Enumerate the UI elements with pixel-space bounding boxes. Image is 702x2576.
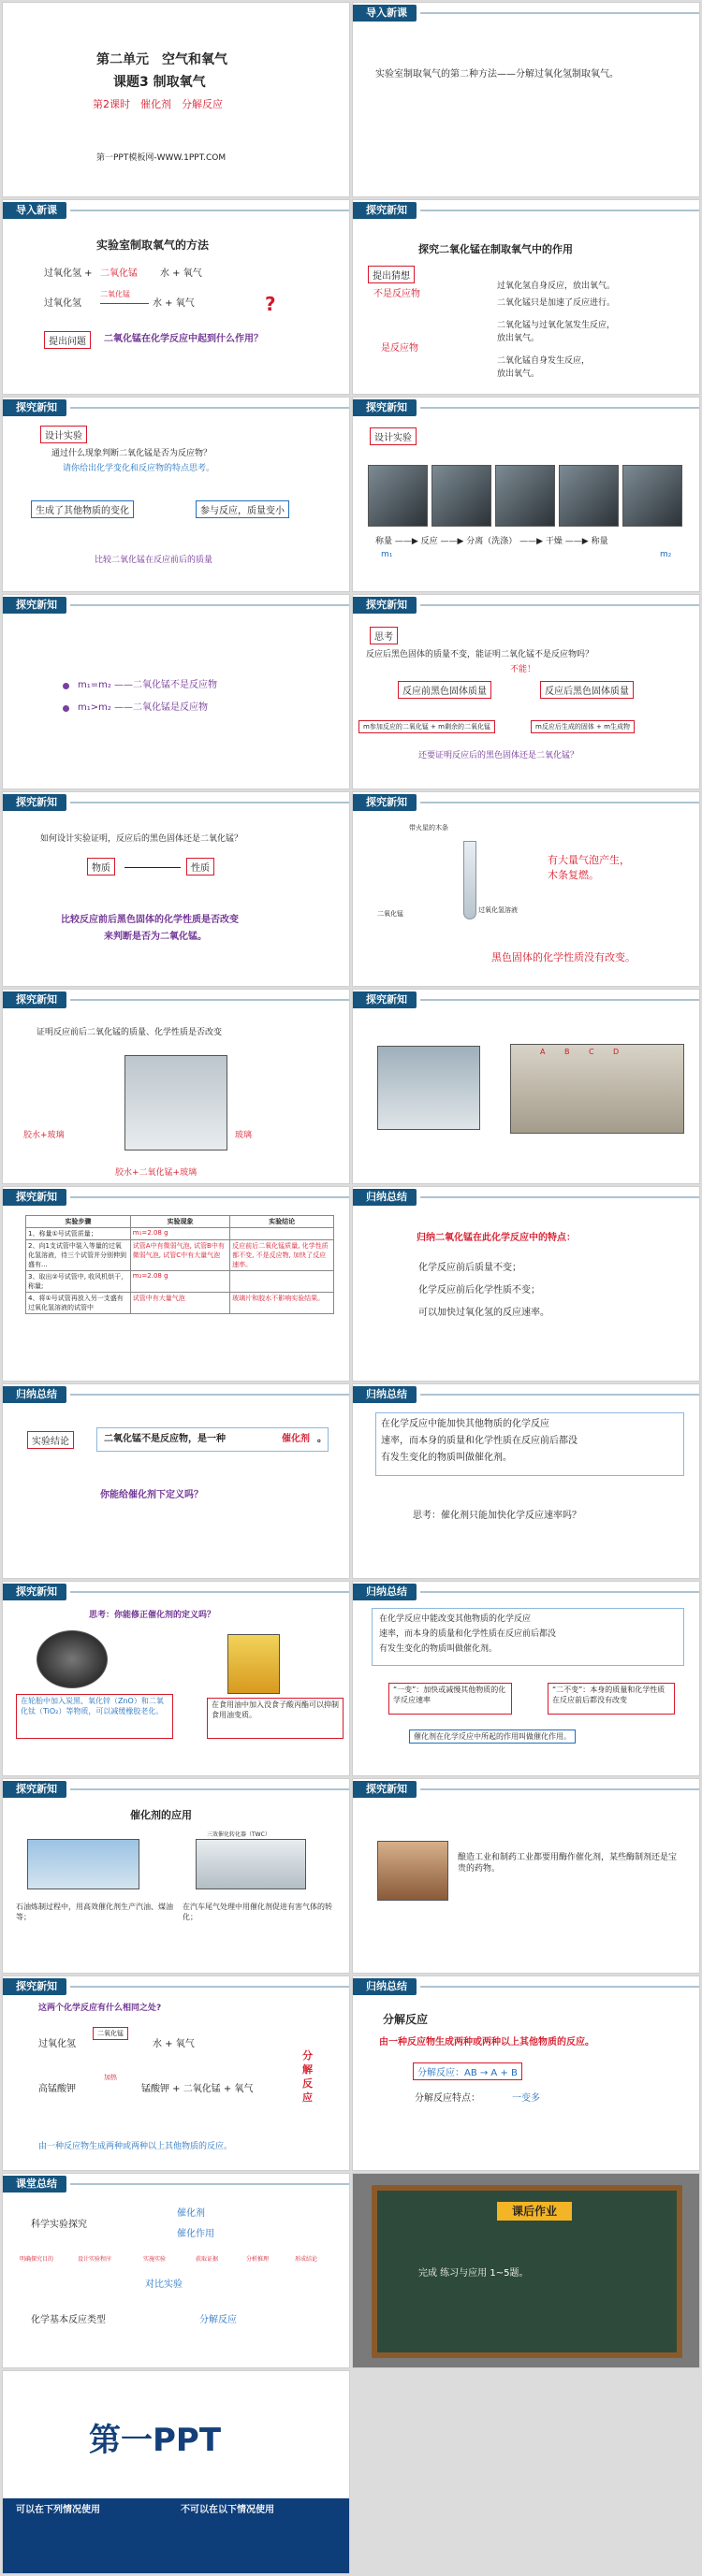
think-label: 思考 (370, 627, 398, 644)
deny-heading: 不可以在以下情况使用 (181, 2505, 274, 2515)
arrow (124, 867, 181, 868)
slide-8[interactable] (352, 594, 700, 789)
compare-text: 比较二氧化锰在反应前后的质量 (95, 556, 213, 565)
tube-a: A (540, 1048, 546, 1056)
header-bar (353, 792, 699, 813)
header-title: 探究新知 (353, 794, 417, 811)
definition-line-2: 速率，而本身的质量和化学性质在反应前后都没 (379, 1629, 557, 1639)
table-row (26, 1293, 334, 1314)
header-title: 探究新知 (3, 597, 66, 614)
still-need-proof: 还要证明反应后的黑色固体还是二氧化锰？ (418, 751, 579, 760)
stick-label: 带火星的木条 (409, 824, 448, 832)
header-title: 探究新知 (3, 1978, 66, 1995)
header-title: 探究新知 (353, 991, 417, 1008)
slide-18[interactable] (352, 1581, 700, 1776)
experiment-table (25, 1215, 334, 1314)
table-cell: 反应前后二氧化锰质量, 化学性质都不变, 不是反应物, 加快了反应速率。 (230, 1240, 334, 1271)
feature-2: 化学反应前后化学性质不变； (418, 1285, 540, 1295)
header-bar (353, 1187, 699, 1208)
table-row (26, 1240, 334, 1271)
flow-1: 明确探究目的 (20, 2256, 54, 2263)
definition-line-3: 有发生变化的物质叫做催化剂。 (379, 1644, 498, 1654)
table-cell (230, 1271, 334, 1293)
header-bar (3, 1976, 349, 1997)
header-bar (3, 792, 349, 813)
slide-24[interactable] (352, 2173, 700, 2368)
converter-image (196, 1839, 306, 1889)
feature-1: 化学反应前后质量不变； (418, 1263, 521, 1273)
header-title: 探究新知 (3, 399, 66, 416)
header-title: 归纳总结 (353, 1584, 417, 1600)
reaction-arrow (100, 303, 149, 304)
slide-3[interactable] (2, 199, 350, 395)
header-bar (353, 990, 699, 1010)
slide-22[interactable] (352, 1975, 700, 2171)
mass-m2: m₂ (660, 550, 672, 559)
header-bar (3, 200, 349, 221)
refinery-image (27, 1839, 139, 1889)
tube-b: B (564, 1048, 570, 1056)
compare-property: 比较反应前后黑色固体的化学性质是否改变 (61, 915, 239, 925)
catalyst-node: 催化剂 (177, 2208, 205, 2219)
footer-bar (3, 2498, 349, 2573)
topic-title: 课题3 制取氧气 (113, 75, 206, 90)
test-tube (463, 841, 476, 919)
table-cell: 试管A中有微弱气泡, 试管B中有微弱气泡, 试管C中有大量气泡 (130, 1240, 229, 1271)
header-bar (353, 398, 699, 418)
tubes-photo (510, 1044, 684, 1134)
feature-value: 一变多 (512, 2093, 540, 2104)
definition-line-1: 在化学反应中能加快其他物质的化学反应 (381, 1419, 549, 1429)
header-title: 探究新知 (353, 399, 417, 416)
mno2-label: 二氧化锰 (93, 2027, 128, 2040)
explore-title: 探究二氧化锰在制取氧气中的作用 (418, 243, 573, 255)
h2o2: 过氧化氢 (38, 2039, 76, 2049)
flow-5: 分析推理 (246, 2256, 270, 2263)
mass-before-split: m参加反应的二氧化锰 + m剩余的二氧化锰 (358, 720, 495, 733)
decomposition-definition: 由一种反应物生成两种或两种以上其他物质的反应。 (38, 2142, 233, 2151)
footer-site: 第一PPT模板网-WWW.1PPT.COM (96, 153, 227, 163)
guess-4b: 放出氧气。 (497, 369, 540, 379)
header-bar (3, 2174, 349, 2194)
mass-after-box: 反应后黑色固体质量 (540, 681, 634, 699)
header-title: 探究新知 (3, 991, 66, 1008)
is-reactant: 是反应物 (381, 343, 418, 354)
table-header: 实验步骤 (26, 1216, 131, 1228)
decomposition-title: 分解反应 (383, 2013, 429, 2026)
science-inquiry: 科学实验探究 (31, 2220, 87, 2230)
change-box: 生成了其他物质的变化 (31, 500, 134, 518)
conclusion-label: 实验结论 (27, 1431, 74, 1449)
reaction-1-right: 水 + 氧气 (160, 268, 202, 279)
glass: 玻璃 (235, 1131, 253, 1140)
table-row (26, 1271, 334, 1293)
slide-16[interactable] (352, 1383, 700, 1579)
equal-mass: m₁=m₂ ——二氧化锰不是反应物 (78, 680, 218, 690)
design-label: 设计实验 (370, 427, 417, 445)
mass-box: 参与反应，质量变小 (196, 500, 289, 518)
table-cell: 2、向1支试管中装入等量的过氧化氢溶液，待三个试管并分别伸到盛有... (26, 1240, 131, 1271)
filter-photo (495, 465, 555, 527)
tube-d: D (613, 1048, 620, 1056)
bubble-observation: 有大量气泡产生， (548, 854, 630, 866)
header-title: 探究新知 (3, 794, 66, 811)
h2o2-label: 过氧化氢溶液 (478, 906, 518, 914)
design-question: 如何设计实验证明，反应后的黑色固体还是二氧化锰？ (40, 834, 243, 844)
feature-title: 归纳二氧化锰在此化学反应中的特点： (417, 1233, 576, 1243)
period: 。 (317, 1434, 327, 1444)
intro-text: 实验室制取氧气的第二种方法——分解过氧化氢制取氧气。 (375, 69, 619, 80)
bullet-icon (63, 683, 69, 689)
glue-glass: 胶水+玻璃 (23, 1131, 65, 1140)
header-bar (3, 1779, 349, 1800)
guess-1: 过氧化氢自身反应，放出氧气。 (497, 282, 616, 291)
guess-3: 二氧化锰与过氧化氢发生反应， (497, 321, 616, 330)
dry-photo (559, 465, 619, 527)
definition-line-2: 速率，而本身的质量和化学性质在反应前后都没 (381, 1436, 578, 1446)
converter-caption: 在汽车尾气处理中用催化剂促进有害气体的转化； (183, 1903, 332, 1921)
tube-c: C (589, 1048, 594, 1056)
header-bar (3, 398, 349, 418)
flow-6: 形成结论 (295, 2256, 318, 2263)
slide-15[interactable] (2, 1383, 350, 1579)
table-cell (230, 1228, 334, 1240)
table-cell: 4、将①号试管再放入另一支盛有过氧化氢溶液的试管中 (26, 1293, 131, 1314)
think-question: 反应后黑色固体的质量不变，能证明二氧化锰不是反应物吗？ (366, 650, 594, 659)
table-cell: 3、取出②号试管中, 收风机烘干，称量; (26, 1271, 131, 1293)
header-title: 探究新知 (3, 1781, 66, 1798)
relight-observation: 木条复燃。 (548, 869, 599, 881)
header-bar (3, 1384, 349, 1405)
design-question: 通过什么现象判断二氧化锰是否为反应物？ (51, 449, 212, 458)
property-unchanged: 黑色固体的化学性质没有改变。 (491, 951, 636, 963)
table-header: 实验现象 (130, 1216, 229, 1228)
heat-label: 加热 (104, 2074, 117, 2081)
slide-4[interactable] (352, 199, 700, 395)
header-bar (3, 990, 349, 1010)
revise-question: 思考：你能修正催化剂的定义吗？ (89, 1611, 216, 1620)
control-experiment: 对比实验 (145, 2279, 183, 2290)
one-change-box: “一变”：加快或减慢其他物质的化学反应速率 (388, 1683, 512, 1715)
slide-20[interactable] (352, 1778, 700, 1974)
enzyme-text: 酿造工业和制药工业都要用酶作催化剂，某些酶制剂还是宝贵的药物。 (458, 1853, 678, 1874)
definition-line-3: 有发生变化的物质叫做催化剂。 (381, 1453, 512, 1463)
table-cell: 1、称量①号试管质量； (26, 1228, 131, 1240)
slide-14[interactable] (352, 1186, 700, 1382)
balance-photo-2 (622, 465, 682, 527)
lesson-subtitle: 第2课时 催化剂 分解反应 (93, 98, 223, 110)
two-unchanged-box: “二不变”：本身的质量和化学性质在反应前后都没有改变 (548, 1683, 675, 1715)
slide-2[interactable] (352, 2, 700, 197)
similarity-question: 这两个化学反应有什么相同之处? (38, 2004, 162, 2013)
judge-text: 来判断是否为二氧化锰。 (104, 932, 207, 942)
flow-3: 实施实验 (143, 2256, 167, 2263)
design-label: 设计实验 (40, 426, 87, 443)
mno2-label: 二氧化锰 (377, 910, 403, 918)
slide-19[interactable] (2, 1778, 350, 1974)
sample-photo (124, 1055, 227, 1151)
slide-23[interactable] (2, 2173, 350, 2368)
table-header: 实验结论 (230, 1216, 334, 1228)
allow-heading: 可以在下列情况使用 (16, 2505, 100, 2515)
slide-5[interactable] (2, 397, 350, 592)
slide-7[interactable] (2, 594, 350, 789)
decomposition-formula: 分解反应：AB → A + B (413, 2062, 522, 2080)
application-title: 催化剂的应用 (130, 1809, 192, 1821)
slide-6[interactable] (352, 397, 700, 592)
oil-image (227, 1634, 280, 1694)
slide-12[interactable] (352, 989, 700, 1184)
homework-text: 完成 练习与应用 1~5题。 (418, 2268, 529, 2279)
products-2: 锰酸钾 + 二氧化锰 + 氧气 (141, 2084, 254, 2094)
oil-caption: 在食用油中加入没食子酸丙酯可以抑制食用油变质。 (207, 1698, 344, 1739)
guess-3b: 放出氧气。 (497, 334, 540, 343)
mass-m1: m₁ (381, 550, 393, 559)
header-title: 导入新课 (3, 202, 66, 219)
slide-11[interactable] (2, 989, 350, 1184)
reaction-types: 化学基本反应类型 (31, 2315, 106, 2325)
header-title: 课堂总结 (3, 2176, 66, 2192)
answer-no: 不能！ (510, 665, 536, 674)
slide-25[interactable] (2, 2370, 350, 2574)
process-flow: 称量 ——▶ 反应 ——▶ 分离（洗涤） ——▶ 干燥 ——▶ 称量 (375, 537, 608, 546)
products-1: 水 + 氧气 (153, 2039, 195, 2049)
kmno4: 高锰酸钾 (38, 2084, 76, 2094)
bullet-icon (63, 705, 69, 712)
mass-before-box: 反应前黑色固体质量 (398, 681, 491, 699)
decomposition-side: 分解反应 (302, 2049, 313, 2104)
method-title: 实验室制取氧气的方法 (96, 239, 210, 252)
less-mass: m₁>m₂ ——二氧化锰是反应物 (78, 702, 209, 713)
header-title: 探究新知 (3, 1584, 66, 1600)
header-bar (3, 595, 349, 615)
feature-label: 分解反应特点： (415, 2093, 480, 2104)
slide-10[interactable] (352, 791, 700, 987)
header-title: 归纳总结 (353, 1978, 417, 1995)
table-cell: 玻璃片和胶水不影响实验结果。 (230, 1293, 334, 1314)
header-bar (353, 1976, 699, 1997)
header-bar (353, 1384, 699, 1405)
decomposition-node: 分解反应 (199, 2315, 237, 2325)
decomposition-definition: 由一种反应物生成两种或两种以上其他物质的反应。 (379, 2037, 594, 2048)
header-title: 探究新知 (353, 597, 417, 614)
slide-21[interactable] (2, 1975, 350, 2171)
think-question: 思考：催化剂只能加快化学反应速率吗？ (413, 1511, 581, 1521)
design-hint: 请你给出化学变化和反应物的特点思考。 (63, 464, 215, 473)
conclusion-text: 二氧化锰不是反应物，是一种 (104, 1434, 226, 1444)
catalysis-node: 催化作用 (177, 2229, 214, 2239)
header-bar (353, 1779, 699, 1800)
table-row (26, 1228, 334, 1240)
header-title: 归纳总结 (353, 1189, 417, 1206)
header-bar (353, 200, 699, 221)
property-box: 性质 (186, 858, 214, 876)
catalyst-word: 催化剂 (282, 1434, 310, 1444)
definition-line-1: 在化学反应中能改变其他物质的化学反应 (379, 1614, 532, 1624)
header-title: 归纳总结 (353, 1386, 417, 1403)
brewing-image (377, 1841, 448, 1901)
slide-9[interactable] (2, 791, 350, 987)
header-bar (353, 1582, 699, 1602)
unit-title: 第二单元 空气和氧气 (96, 52, 227, 67)
refinery-caption: 石油炼制过程中，用高效催化剂生产汽油、煤油等； (16, 1903, 173, 1921)
homework-title: 课后作业 (497, 2202, 572, 2221)
substance-box: 物质 (87, 858, 115, 876)
prove-question: 证明反应前后二氧化锰的质量、化学性质是否改变 (37, 1028, 223, 1037)
ask-label: 提出问题 (44, 331, 91, 349)
reaction-2-left: 过氧化氢 (44, 298, 81, 309)
define-question: 你能给催化剂下定义吗？ (100, 1490, 203, 1500)
guess-4: 二氧化锰自身发生反应， (497, 356, 591, 366)
reaction-1-left: 过氧化氢 + (44, 268, 93, 279)
header-title: 探究新知 (353, 202, 417, 219)
header-title: 探究新知 (3, 1189, 66, 1206)
slide-1[interactable] (2, 2, 350, 197)
logo-text: 第一PPT (89, 2422, 222, 2459)
reaction-2-catalyst: 二氧化锰 (100, 290, 130, 298)
converter-label: 三效催化转化器（TWC） (207, 1831, 271, 1838)
table-cell: m₂=2.08 g (130, 1271, 229, 1293)
header-bar (353, 3, 699, 23)
flow-2: 设计实验程序 (78, 2256, 112, 2263)
reaction-2-right: 水 + 氧气 (153, 298, 195, 309)
slide-samples-photo (377, 1046, 480, 1130)
guess-2: 二氧化锰只是加速了反应进行。 (497, 298, 616, 308)
header-bar (3, 1582, 349, 1602)
header-bar (353, 595, 699, 615)
slide-13[interactable] (2, 1186, 350, 1382)
header-bar (3, 1187, 349, 1208)
reaction-photo (431, 465, 491, 527)
reaction-1-catalyst: 二氧化锰 (100, 268, 138, 279)
ask-question: 二氧化锰在化学反应中起到什么作用？ (104, 334, 263, 344)
mass-after-split: m反应后生成的固体 + m生成物 (531, 720, 635, 733)
header-title: 归纳总结 (3, 1386, 66, 1403)
table-cell: 试管中有大量气泡 (130, 1293, 229, 1314)
question-mark: ? (265, 293, 276, 315)
flow-4: 获取证据 (196, 2256, 219, 2263)
tire-image (37, 1630, 108, 1688)
catalysis-box: 催化剂在化学反应中所起的作用叫做催化作用。 (409, 1729, 576, 1744)
not-reactant: 不是反应物 (373, 289, 420, 299)
tire-caption: 在轮胎中加入炭黑、氧化锌（ZnO）和二氧化钛（TiO₂）等物质，可以减缓橡胶老化。 (16, 1694, 173, 1739)
glue-mno2-glass: 胶水+二氧化锰+玻璃 (115, 1168, 197, 1178)
header-title: 探究新知 (353, 1781, 417, 1798)
slide-17[interactable] (2, 1581, 350, 1776)
balance-photo-1 (368, 465, 428, 527)
header-title: 导入新课 (353, 5, 417, 22)
guess-label: 提出猜想 (368, 266, 415, 283)
table-cell: m₁=2.08 g (130, 1228, 229, 1240)
feature-3: 可以加快过氧化氢的反应速率。 (418, 1308, 549, 1318)
